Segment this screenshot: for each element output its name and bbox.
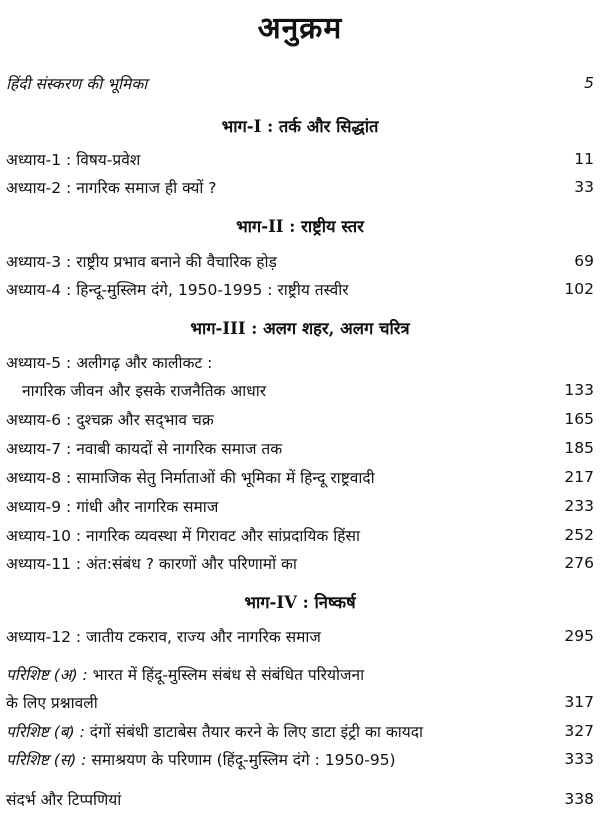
- part-heading-1: भाग-I : तर्क और सिद्धांत: [221, 117, 379, 136]
- appendix-label: के लिए प्रश्नावली: [6, 694, 98, 712]
- page-title: अनुक्रम: [257, 11, 343, 46]
- toc-entry-page: 102: [564, 280, 594, 298]
- toc-entry-page: 165: [564, 410, 594, 428]
- appendix-row: [6, 718, 594, 744]
- toc-entry-page: 333: [564, 750, 594, 768]
- appendix-row: [6, 661, 594, 687]
- toc-entry-label: हिंदी संस्करण की भूमिका: [6, 75, 148, 93]
- toc-row-references: [6, 786, 594, 812]
- toc-entry-label: अध्याय-9 : गांधी और नागरिक समाज: [6, 498, 219, 516]
- toc-entry-page: 11: [574, 150, 594, 168]
- appendix-row: [6, 689, 594, 715]
- toc-row-preface: [6, 70, 594, 96]
- toc-entry-label: अध्याय-1 : विषय-प्रवेश: [6, 151, 141, 169]
- toc-entry-label: नागरिक जीवन और इसके राजनैतिक आधार: [22, 382, 267, 400]
- part-heading-3: भाग-III : अलग शहर, अलग चरित्र: [190, 319, 410, 338]
- toc-entry-page: 233: [564, 497, 594, 515]
- toc-entry-page: 217: [564, 468, 594, 486]
- toc-entry-label: अध्याय-2 : नागरिक समाज ही क्यों ?: [6, 179, 217, 197]
- toc-entry-page: 133: [564, 381, 594, 399]
- toc-row: [6, 493, 594, 519]
- toc-row: [6, 522, 594, 548]
- toc-entry-page: 327: [564, 722, 594, 740]
- part-heading-2: भाग-II : राष्ट्रीय स्तर: [236, 217, 364, 236]
- toc-entry-page: 338: [564, 790, 594, 808]
- appendix-label: दंगों संबंधी डाटाबेस तैयार करने के लिए डाटा इंट्री का कायदा: [89, 723, 423, 741]
- toc-entry-page: 276: [564, 554, 594, 572]
- toc-row: [6, 550, 594, 576]
- toc-entry-label: अध्याय-7 : नवाबी कायदों से नागरिक समाज तक: [6, 440, 283, 458]
- toc-entry-label: अध्याय-12 : जातीय टकराव, राज्य और नागरिक समाज: [6, 628, 321, 646]
- appendix-prefix: परिशिष्ट (ब) :: [6, 723, 85, 741]
- toc-entry-page: 185: [564, 439, 594, 457]
- toc-row: [6, 377, 594, 403]
- toc-row: [6, 623, 594, 649]
- toc-row: [6, 464, 594, 490]
- appendix-label: भारत में हिंदू-मुस्लिम संबंध से संबंधित परियोजना: [92, 666, 365, 684]
- toc-entry-page: 33: [574, 178, 594, 196]
- appendix-prefix: परिशिष्ट (अ) :: [6, 666, 88, 684]
- toc-entry-page: 295: [564, 627, 594, 645]
- toc-row: [6, 248, 594, 274]
- toc-entry-page: 69: [574, 252, 594, 270]
- appendix-prefix: परिशिष्ट (स) :: [6, 751, 87, 769]
- toc-entry-label: अध्याय-11 : अंत:संबंध ? कारणों और परिणामों का: [6, 555, 297, 573]
- toc-entry-page: 317: [564, 693, 594, 711]
- toc-row: [6, 406, 594, 432]
- toc-entry-page: 252: [564, 526, 594, 544]
- toc-entry-label: अध्याय-6 : दुश्चक्र और सद्‌भाव चक्र: [6, 411, 214, 429]
- toc-entry-label: अध्याय-5 : अलीगढ़ और कालीकट :: [6, 354, 213, 372]
- toc-row: [6, 349, 594, 375]
- toc-entry-label: अध्याय-10 : नागरिक व्यवस्था में गिरावट और सांप्रदायिक हिंसा: [6, 527, 360, 545]
- toc-row: [6, 435, 594, 461]
- toc-entry-label: अध्याय-8 : सामाजिक सेतु निर्माताओं की भूमिका में हिन्दू राष्ट्रवादी: [6, 469, 375, 487]
- toc-entry-page: 5: [584, 74, 594, 92]
- toc-row: [6, 146, 594, 172]
- toc-row: [6, 174, 594, 200]
- appendix-row: [6, 746, 594, 772]
- toc-entry-label: अध्याय-4 : हिन्दू-मुस्लिम दंगे, 1950-1995 : राष्ट्रीय तस्वीर: [6, 281, 349, 299]
- toc-row: [6, 276, 594, 302]
- part-heading-4: भाग-IV : निष्कर्ष: [244, 593, 356, 612]
- appendix-label: समाश्रयण के परिणाम (हिंदू-मुस्लिम दंगे : 1950-95): [91, 751, 396, 769]
- toc-entry-label: संदर्भ और टिप्पणियां: [6, 791, 122, 809]
- toc-entry-label: अध्याय-3 : राष्ट्रीय प्रभाव बनाने की वैचारिक होड़: [6, 253, 277, 271]
